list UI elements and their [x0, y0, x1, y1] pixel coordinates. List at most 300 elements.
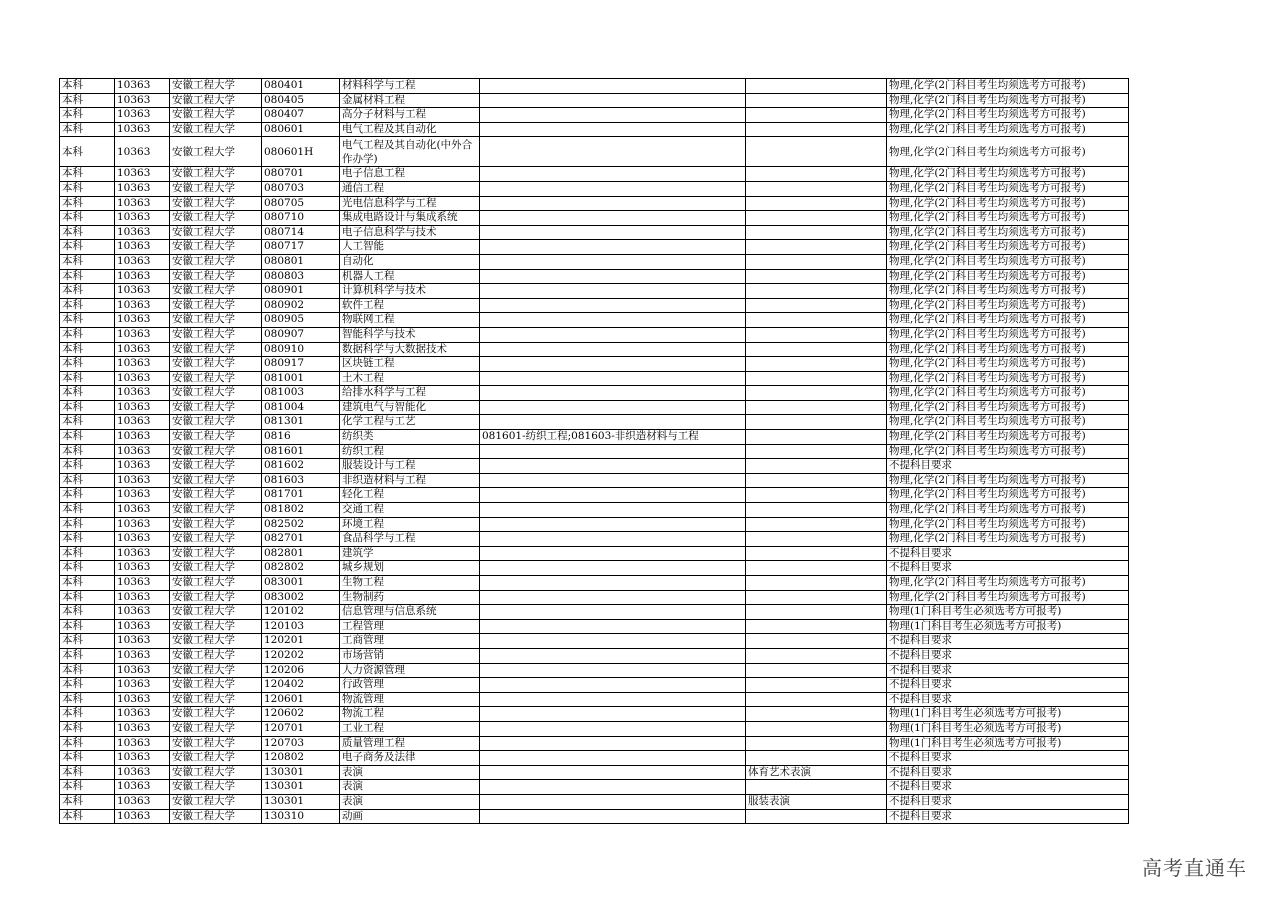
major-code-cell: 082801 [262, 546, 340, 561]
included-majors-cell [480, 721, 746, 736]
major-name-cell: 环境工程 [340, 517, 480, 532]
major-name-cell: 表演 [340, 794, 480, 809]
school-code-cell: 10363 [115, 473, 170, 488]
school-code-cell: 10363 [115, 240, 170, 255]
major-code-cell: 080401 [262, 79, 340, 94]
level-cell: 本科 [60, 692, 115, 707]
table-row [60, 444, 1129, 459]
table-row [60, 517, 1129, 532]
table-row [60, 619, 1129, 634]
school-code-cell: 10363 [115, 590, 170, 605]
remark-cell [746, 721, 887, 736]
major-name-cell: 给排水科学与工程 [340, 386, 480, 401]
major-name-cell: 生物制药 [340, 590, 480, 605]
major-name-cell: 交通工程 [340, 503, 480, 518]
subject-requirement-cell: 物理(1门科目考生必须选考方可报考) [887, 605, 1129, 620]
major-code-cell: 120802 [262, 751, 340, 766]
major-code-cell: 120103 [262, 619, 340, 634]
school-name-cell: 安徽工程大学 [170, 634, 262, 649]
included-majors-cell [480, 386, 746, 401]
subject-requirement-cell: 物理,化学(2门科目考生均须选考方可报考) [887, 327, 1129, 342]
included-majors-cell [480, 576, 746, 591]
school-code-cell: 10363 [115, 707, 170, 722]
subject-requirement-cell: 物理,化学(2门科目考生均须选考方可报考) [887, 400, 1129, 415]
school-name-cell: 安徽工程大学 [170, 809, 262, 824]
level-cell: 本科 [60, 619, 115, 634]
remark-cell [746, 780, 887, 795]
table-row [60, 473, 1129, 488]
major-name-cell: 表演 [340, 765, 480, 780]
table-row [60, 692, 1129, 707]
subject-requirement-cell: 不提科目要求 [887, 794, 1129, 809]
level-cell: 本科 [60, 93, 115, 108]
school-name-cell: 安徽工程大学 [170, 663, 262, 678]
major-code-cell: 0816 [262, 430, 340, 445]
included-majors-cell [480, 167, 746, 182]
major-code-cell: 080703 [262, 181, 340, 196]
subject-requirement-cell: 物理,化学(2门科目考生均须选考方可报考) [887, 225, 1129, 240]
major-code-cell: 130310 [262, 809, 340, 824]
subject-requirement-cell: 物理,化学(2门科目考生均须选考方可报考) [887, 122, 1129, 137]
remark-cell [746, 488, 887, 503]
level-cell: 本科 [60, 576, 115, 591]
table-row [60, 79, 1129, 94]
remark-cell [746, 196, 887, 211]
school-name-cell: 安徽工程大学 [170, 313, 262, 328]
school-name-cell: 安徽工程大学 [170, 503, 262, 518]
major-code-cell: 081701 [262, 488, 340, 503]
major-code-cell: 081601 [262, 444, 340, 459]
included-majors-cell [480, 634, 746, 649]
school-code-cell: 10363 [115, 517, 170, 532]
level-cell: 本科 [60, 357, 115, 372]
table-row [60, 284, 1129, 299]
remark-cell [746, 576, 887, 591]
included-majors-cell [480, 517, 746, 532]
level-cell: 本科 [60, 459, 115, 474]
major-code-cell: 120602 [262, 707, 340, 722]
remark-cell [746, 79, 887, 94]
table-row [60, 634, 1129, 649]
school-name-cell: 安徽工程大学 [170, 240, 262, 255]
school-code-cell: 10363 [115, 692, 170, 707]
subject-requirement-cell: 不提科目要求 [887, 459, 1129, 474]
included-majors-cell [480, 488, 746, 503]
major-name-cell: 电气工程及其自动化(中外合作办学) [340, 137, 480, 167]
school-name-cell: 安徽工程大学 [170, 430, 262, 445]
major-code-cell: 083001 [262, 576, 340, 591]
included-majors-cell [480, 590, 746, 605]
major-code-cell: 080803 [262, 269, 340, 284]
school-name-cell: 安徽工程大学 [170, 254, 262, 269]
included-majors-cell [480, 780, 746, 795]
subject-requirement-cell: 物理,化学(2门科目考生均须选考方可报考) [887, 108, 1129, 123]
remark-cell [746, 400, 887, 415]
subject-requirement-cell: 物理(1门科目考生必须选考方可报考) [887, 736, 1129, 751]
remark-cell [746, 415, 887, 430]
table-row [60, 736, 1129, 751]
school-name-cell: 安徽工程大学 [170, 444, 262, 459]
included-majors-cell [480, 751, 746, 766]
level-cell: 本科 [60, 648, 115, 663]
school-code-cell: 10363 [115, 284, 170, 299]
level-cell: 本科 [60, 809, 115, 824]
school-name-cell: 安徽工程大学 [170, 122, 262, 137]
school-name-cell: 安徽工程大学 [170, 79, 262, 94]
major-code-cell: 080917 [262, 357, 340, 372]
school-name-cell: 安徽工程大学 [170, 648, 262, 663]
major-code-cell: 080902 [262, 298, 340, 313]
major-name-cell: 电子信息工程 [340, 167, 480, 182]
level-cell: 本科 [60, 327, 115, 342]
remark-cell [746, 444, 887, 459]
major-name-cell: 动画 [340, 809, 480, 824]
school-name-cell: 安徽工程大学 [170, 707, 262, 722]
major-name-cell: 自动化 [340, 254, 480, 269]
major-code-cell: 120601 [262, 692, 340, 707]
table-row [60, 225, 1129, 240]
remark-cell [746, 342, 887, 357]
major-code-cell: 080405 [262, 93, 340, 108]
remark-cell [746, 313, 887, 328]
major-name-cell: 物流工程 [340, 707, 480, 722]
remark-cell [746, 663, 887, 678]
school-code-cell: 10363 [115, 415, 170, 430]
included-majors-cell [480, 678, 746, 693]
included-majors-cell [480, 122, 746, 137]
remark-cell [746, 93, 887, 108]
major-name-cell: 区块链工程 [340, 357, 480, 372]
subject-requirement-cell: 物理,化学(2门科目考生均须选考方可报考) [887, 517, 1129, 532]
school-name-cell: 安徽工程大学 [170, 137, 262, 167]
level-cell: 本科 [60, 561, 115, 576]
table-row [60, 254, 1129, 269]
school-name-cell: 安徽工程大学 [170, 751, 262, 766]
school-code-cell: 10363 [115, 576, 170, 591]
school-name-cell: 安徽工程大学 [170, 357, 262, 372]
major-name-cell: 通信工程 [340, 181, 480, 196]
subject-requirement-cell: 物理,化学(2门科目考生均须选考方可报考) [887, 298, 1129, 313]
included-majors-cell [480, 240, 746, 255]
subject-requirement-cell: 物理,化学(2门科目考生均须选考方可报考) [887, 430, 1129, 445]
included-majors-cell [480, 327, 746, 342]
table-row [60, 181, 1129, 196]
school-code-cell: 10363 [115, 313, 170, 328]
included-majors-cell [480, 371, 746, 386]
remark-cell [746, 546, 887, 561]
remark-cell [746, 371, 887, 386]
remark-cell [746, 254, 887, 269]
subject-requirement-cell: 物理,化学(2门科目考生均须选考方可报考) [887, 196, 1129, 211]
remark-cell [746, 707, 887, 722]
subject-requirement-cell: 不提科目要求 [887, 546, 1129, 561]
included-majors-cell [480, 459, 746, 474]
level-cell: 本科 [60, 122, 115, 137]
remark-cell [746, 225, 887, 240]
school-code-cell: 10363 [115, 780, 170, 795]
major-name-cell: 工程管理 [340, 619, 480, 634]
level-cell: 本科 [60, 634, 115, 649]
level-cell: 本科 [60, 503, 115, 518]
subject-requirement-cell: 物理,化学(2门科目考生均须选考方可报考) [887, 473, 1129, 488]
level-cell: 本科 [60, 517, 115, 532]
level-cell: 本科 [60, 196, 115, 211]
major-code-cell: 130301 [262, 765, 340, 780]
major-code-cell: 081802 [262, 503, 340, 518]
major-name-cell: 电子信息科学与技术 [340, 225, 480, 240]
school-code-cell: 10363 [115, 430, 170, 445]
remark-cell [746, 736, 887, 751]
school-code-cell: 10363 [115, 736, 170, 751]
table-row [60, 809, 1129, 824]
major-code-cell: 082502 [262, 517, 340, 532]
subject-requirement-cell: 物理,化学(2门科目考生均须选考方可报考) [887, 371, 1129, 386]
level-cell: 本科 [60, 532, 115, 547]
remark-cell [746, 678, 887, 693]
major-code-cell: 120402 [262, 678, 340, 693]
major-code-cell: 080717 [262, 240, 340, 255]
table-row [60, 298, 1129, 313]
subject-requirement-cell: 物理,化学(2门科目考生均须选考方可报考) [887, 254, 1129, 269]
major-code-cell: 120206 [262, 663, 340, 678]
remark-cell [746, 269, 887, 284]
remark-cell [746, 648, 887, 663]
level-cell: 本科 [60, 386, 115, 401]
table-row [60, 342, 1129, 357]
subject-requirement-cell: 物理,化学(2门科目考生均须选考方可报考) [887, 313, 1129, 328]
level-cell: 本科 [60, 108, 115, 123]
school-name-cell: 安徽工程大学 [170, 108, 262, 123]
included-majors-cell [480, 196, 746, 211]
subject-requirement-cell: 不提科目要求 [887, 561, 1129, 576]
major-name-cell: 机器人工程 [340, 269, 480, 284]
subject-requirement-cell: 不提科目要求 [887, 634, 1129, 649]
school-code-cell: 10363 [115, 459, 170, 474]
table-row [60, 488, 1129, 503]
school-name-cell: 安徽工程大学 [170, 386, 262, 401]
school-name-cell: 安徽工程大学 [170, 736, 262, 751]
table-row [60, 137, 1129, 167]
included-majors-cell [480, 269, 746, 284]
subject-requirement-cell: 物理,化学(2门科目考生均须选考方可报考) [887, 503, 1129, 518]
table-row [60, 386, 1129, 401]
included-majors-cell [480, 444, 746, 459]
major-name-cell: 工业工程 [340, 721, 480, 736]
included-majors-cell [480, 211, 746, 226]
level-cell: 本科 [60, 765, 115, 780]
remark-cell: 体育艺术表演 [746, 765, 887, 780]
major-code-cell: 130301 [262, 794, 340, 809]
major-name-cell: 物流管理 [340, 692, 480, 707]
table-row [60, 532, 1129, 547]
level-cell: 本科 [60, 707, 115, 722]
table-row [60, 415, 1129, 430]
included-majors-cell [480, 400, 746, 415]
remark-cell [746, 809, 887, 824]
school-name-cell: 安徽工程大学 [170, 269, 262, 284]
remark-cell [746, 751, 887, 766]
major-code-cell: 120202 [262, 648, 340, 663]
level-cell: 本科 [60, 298, 115, 313]
school-name-cell: 安徽工程大学 [170, 561, 262, 576]
school-code-cell: 10363 [115, 386, 170, 401]
school-code-cell: 10363 [115, 225, 170, 240]
major-code-cell: 081001 [262, 371, 340, 386]
subject-requirement-cell: 物理(1门科目考生必须选考方可报考) [887, 721, 1129, 736]
major-code-cell: 080701 [262, 167, 340, 182]
school-name-cell: 安徽工程大学 [170, 211, 262, 226]
remark-cell [746, 181, 887, 196]
subject-requirement-cell: 物理,化学(2门科目考生均须选考方可报考) [887, 532, 1129, 547]
school-name-cell: 安徽工程大学 [170, 765, 262, 780]
major-code-cell: 081602 [262, 459, 340, 474]
subject-requirement-cell: 物理,化学(2门科目考生均须选考方可报考) [887, 167, 1129, 182]
table-row [60, 780, 1129, 795]
major-name-cell: 食品科学与工程 [340, 532, 480, 547]
level-cell: 本科 [60, 254, 115, 269]
major-code-cell: 080710 [262, 211, 340, 226]
subject-requirement-cell: 物理,化学(2门科目考生均须选考方可报考) [887, 590, 1129, 605]
major-name-cell: 软件工程 [340, 298, 480, 313]
school-code-cell: 10363 [115, 371, 170, 386]
school-name-cell: 安徽工程大学 [170, 342, 262, 357]
major-name-cell: 轻化工程 [340, 488, 480, 503]
subject-requirement-cell: 物理,化学(2门科目考生均须选考方可报考) [887, 93, 1129, 108]
level-cell: 本科 [60, 663, 115, 678]
school-code-cell: 10363 [115, 211, 170, 226]
school-code-cell: 10363 [115, 809, 170, 824]
remark-cell [746, 327, 887, 342]
major-name-cell: 市场营销 [340, 648, 480, 663]
level-cell: 本科 [60, 400, 115, 415]
school-code-cell: 10363 [115, 122, 170, 137]
subject-requirement-cell: 物理,化学(2门科目考生均须选考方可报考) [887, 211, 1129, 226]
remark-cell [746, 430, 887, 445]
subject-requirement-cell: 不提科目要求 [887, 692, 1129, 707]
school-name-cell: 安徽工程大学 [170, 473, 262, 488]
subject-requirement-cell: 物理(1门科目考生必须选考方可报考) [887, 707, 1129, 722]
remark-cell [746, 386, 887, 401]
major-name-cell: 服装设计与工程 [340, 459, 480, 474]
school-name-cell: 安徽工程大学 [170, 459, 262, 474]
remark-cell [746, 298, 887, 313]
major-code-cell: 120102 [262, 605, 340, 620]
subject-requirement-cell: 不提科目要求 [887, 663, 1129, 678]
remark-cell [746, 634, 887, 649]
major-code-cell: 081301 [262, 415, 340, 430]
table-row [60, 678, 1129, 693]
school-code-cell: 10363 [115, 444, 170, 459]
table-row [60, 765, 1129, 780]
remark-cell [746, 561, 887, 576]
school-name-cell: 安徽工程大学 [170, 532, 262, 547]
remark-cell [746, 605, 887, 620]
table-row [60, 211, 1129, 226]
school-name-cell: 安徽工程大学 [170, 181, 262, 196]
major-code-cell: 080910 [262, 342, 340, 357]
subject-requirement-cell: 物理,化学(2门科目考生均须选考方可报考) [887, 386, 1129, 401]
included-majors-cell [480, 137, 746, 167]
school-code-cell: 10363 [115, 298, 170, 313]
level-cell: 本科 [60, 736, 115, 751]
school-code-cell: 10363 [115, 532, 170, 547]
major-name-cell: 生物工程 [340, 576, 480, 591]
included-majors-cell [480, 108, 746, 123]
major-name-cell: 土木工程 [340, 371, 480, 386]
major-code-cell: 130301 [262, 780, 340, 795]
table-row [60, 327, 1129, 342]
level-cell: 本科 [60, 211, 115, 226]
remark-cell [746, 137, 887, 167]
subject-requirement-cell: 物理,化学(2门科目考生均须选考方可报考) [887, 444, 1129, 459]
level-cell: 本科 [60, 342, 115, 357]
included-majors-cell [480, 79, 746, 94]
school-name-cell: 安徽工程大学 [170, 371, 262, 386]
school-name-cell: 安徽工程大学 [170, 546, 262, 561]
major-code-cell: 080801 [262, 254, 340, 269]
subject-requirement-cell: 物理(1门科目考生必须选考方可报考) [887, 619, 1129, 634]
included-majors-cell [480, 415, 746, 430]
school-code-cell: 10363 [115, 619, 170, 634]
major-code-cell: 120701 [262, 721, 340, 736]
major-code-cell: 120703 [262, 736, 340, 751]
level-cell: 本科 [60, 751, 115, 766]
included-majors-cell [480, 736, 746, 751]
subject-requirement-cell: 物理,化学(2门科目考生均须选考方可报考) [887, 269, 1129, 284]
subject-requirements-table [59, 78, 1129, 824]
major-name-cell: 建筑学 [340, 546, 480, 561]
level-cell: 本科 [60, 794, 115, 809]
remark-cell: 服装表演 [746, 794, 887, 809]
included-majors-cell [480, 605, 746, 620]
school-code-cell: 10363 [115, 765, 170, 780]
remark-cell [746, 692, 887, 707]
watermark-text: 高考直通车 [1142, 856, 1247, 880]
major-code-cell: 081603 [262, 473, 340, 488]
included-majors-cell [480, 809, 746, 824]
major-name-cell: 信息管理与信息系统 [340, 605, 480, 620]
major-name-cell: 物联网工程 [340, 313, 480, 328]
included-majors-cell [480, 561, 746, 576]
school-code-cell: 10363 [115, 546, 170, 561]
subject-requirement-cell: 物理,化学(2门科目考生均须选考方可报考) [887, 181, 1129, 196]
school-code-cell: 10363 [115, 357, 170, 372]
remark-cell [746, 240, 887, 255]
table-row [60, 561, 1129, 576]
school-code-cell: 10363 [115, 254, 170, 269]
major-code-cell: 080601 [262, 122, 340, 137]
included-majors-cell [480, 284, 746, 299]
table-row [60, 108, 1129, 123]
subject-requirement-cell: 物理,化学(2门科目考生均须选考方可报考) [887, 240, 1129, 255]
major-code-cell: 080601H [262, 137, 340, 167]
table-row [60, 167, 1129, 182]
level-cell: 本科 [60, 225, 115, 240]
level-cell: 本科 [60, 430, 115, 445]
table-row [60, 459, 1129, 474]
school-name-cell: 安徽工程大学 [170, 794, 262, 809]
included-majors-cell [480, 532, 746, 547]
subject-requirement-cell: 不提科目要求 [887, 678, 1129, 693]
level-cell: 本科 [60, 137, 115, 167]
level-cell: 本科 [60, 444, 115, 459]
school-name-cell: 安徽工程大学 [170, 605, 262, 620]
level-cell: 本科 [60, 546, 115, 561]
school-name-cell: 安徽工程大学 [170, 488, 262, 503]
table-row [60, 313, 1129, 328]
school-code-cell: 10363 [115, 721, 170, 736]
school-name-cell: 安徽工程大学 [170, 517, 262, 532]
